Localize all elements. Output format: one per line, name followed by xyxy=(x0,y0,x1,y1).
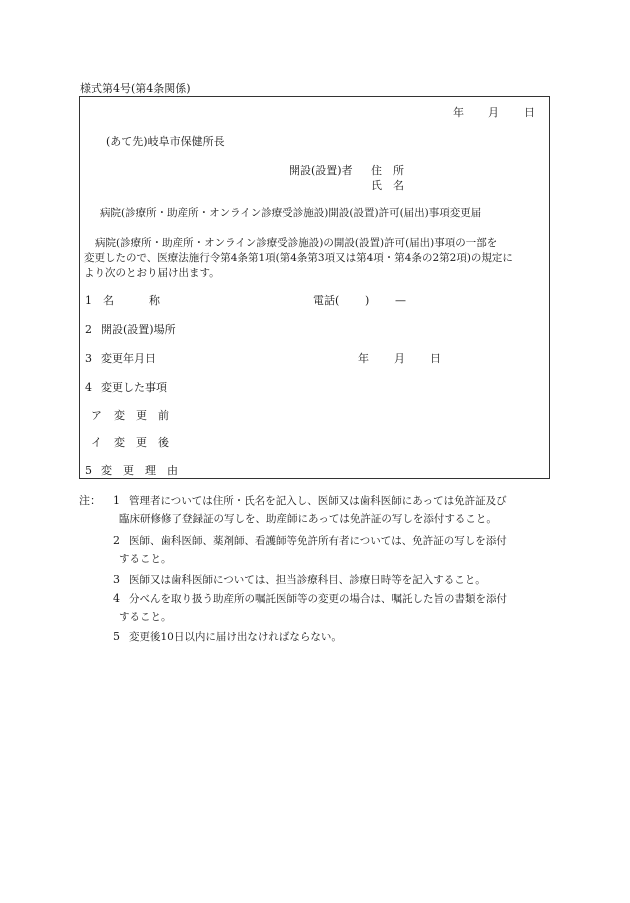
notes-label: 注： xyxy=(79,494,101,507)
addressee: (あて先)岐阜市保健所長 xyxy=(106,135,225,148)
item-4-number: 4 xyxy=(85,381,92,394)
phone-dash: — xyxy=(395,294,406,307)
note-2-line-2: すること。 xyxy=(119,553,172,565)
item-3-day: 日 xyxy=(430,352,441,365)
phone-close: ) xyxy=(365,294,370,307)
date-month: 月 xyxy=(488,106,499,119)
item-5-number: 5 xyxy=(85,464,92,477)
item-2-number: 2 xyxy=(85,323,92,336)
form-title: 病院(診療所・助産所・オンライン診療受診施設)開設(設置)許可(届出)事項変更届 xyxy=(100,207,482,219)
note-3-line-1: 医師又は歯科医師については、担当診療科目、診療日時等を記入すること。 xyxy=(129,574,486,586)
form-id: 様式第4号(第4条関係) xyxy=(80,82,191,95)
note-4-line-1: 分べんを取り扱う助産所の嘱託医師等の変更の場合は、嘱託した旨の書類を添付 xyxy=(129,593,507,605)
note-1-number: 1 xyxy=(113,494,120,507)
note-2-line-1: 医師、歯科医師、薬剤師、看護師等免許所有者については、免許証の写しを添付 xyxy=(129,535,507,547)
note-3-number: 3 xyxy=(113,573,120,586)
applicant-address-label: 住 所 xyxy=(371,164,404,177)
item-3-label: 変更年月日 xyxy=(101,352,156,365)
item-1-label-b: 称 xyxy=(149,294,160,307)
note-4-line-2: すること。 xyxy=(119,611,172,623)
note-4-number: 4 xyxy=(113,592,120,605)
note-5-number: 5 xyxy=(113,630,120,643)
after-kana: イ xyxy=(91,436,102,449)
after-label: 変 更 後 xyxy=(114,436,169,449)
item-3-month: 月 xyxy=(394,352,405,365)
date-year: 年 xyxy=(453,106,464,119)
before-kana: ア xyxy=(91,409,102,422)
item-4-label: 変更した事項 xyxy=(101,381,167,394)
item-1-label-a: 名 xyxy=(103,294,114,307)
note-1-line-2: 臨床研修修了登録証の写しを、助産師にあっては免許証の写しを添付すること。 xyxy=(119,513,497,525)
date-day: 日 xyxy=(524,106,535,119)
note-2-number: 2 xyxy=(113,534,120,547)
before-label: 変 更 前 xyxy=(114,409,169,422)
applicant-name-label: 氏 名 xyxy=(371,179,404,192)
applicant-prefix: 開設(設置)者 xyxy=(289,164,353,177)
body-line-2: 変更したので、医療法施行令第4条第1項(第4条第3項又は第4項・第4条の2第2項)の規定に xyxy=(84,252,513,264)
item-3-number: 3 xyxy=(85,352,92,365)
item-5-label: 変 更 理 由 xyxy=(101,464,178,477)
item-1-number: 1 xyxy=(85,294,92,307)
note-5-line-1: 変更後10日以内に届け出なければならない。 xyxy=(129,631,342,643)
item-2-label: 開設(設置)場所 xyxy=(101,323,176,336)
body-line-1: 病院(診療所・助産所・オンライン診療受診施設)の開設(設置)許可(届出)事項の一部を xyxy=(95,237,498,249)
item-3-year: 年 xyxy=(358,352,369,365)
note-1-line-1: 管理者については住所・氏名を記入し、医師又は歯科医師にあっては免許証及び xyxy=(129,495,507,507)
body-line-3: より次のとおり届け出ます。 xyxy=(84,267,220,279)
phone-label: 電話( xyxy=(313,294,340,307)
